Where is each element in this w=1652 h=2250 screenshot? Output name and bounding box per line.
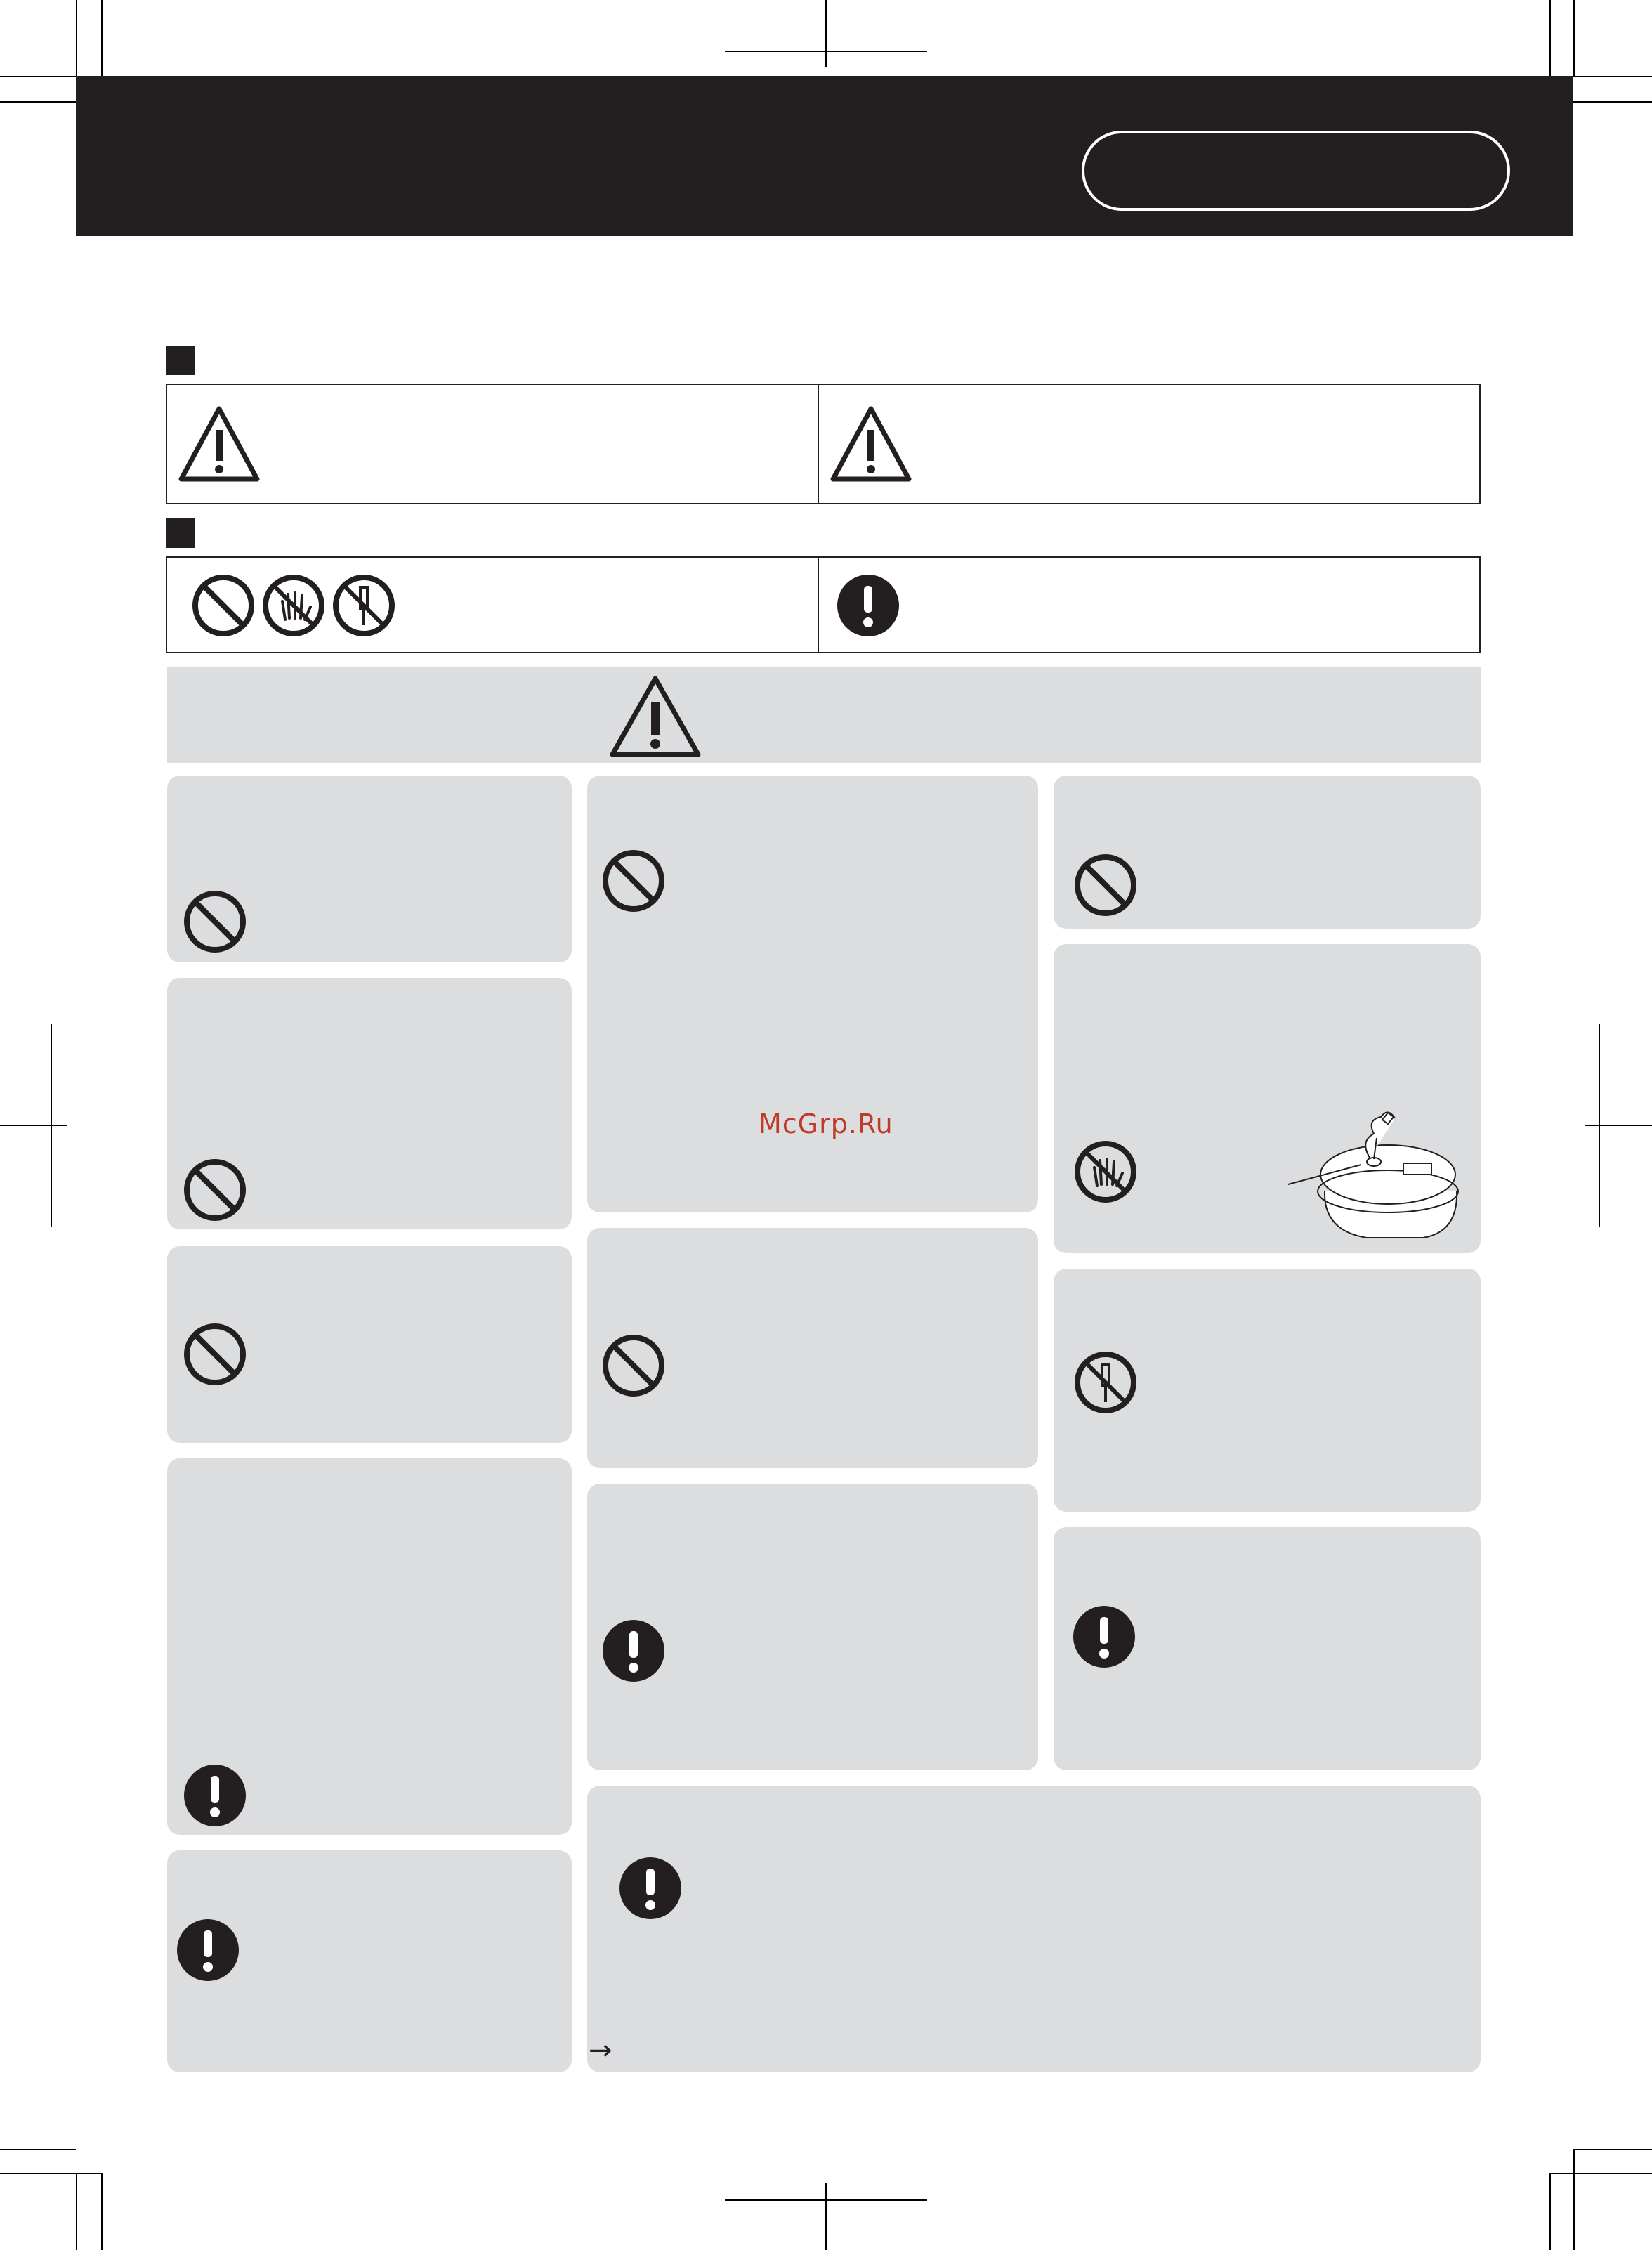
mandatory-icon bbox=[618, 1856, 683, 1921]
warning-legend-table bbox=[166, 384, 1481, 504]
do-not-touch-icon bbox=[1073, 1139, 1138, 1204]
warning-card bbox=[167, 1458, 572, 1835]
warning-card bbox=[167, 776, 572, 962]
mandatory-icon bbox=[183, 1763, 247, 1828]
header-tab-pill bbox=[1082, 131, 1510, 211]
mandatory-icon bbox=[176, 1918, 240, 1982]
warning-triangle-icon bbox=[829, 405, 913, 483]
do-not-disassemble-icon bbox=[1073, 1350, 1138, 1415]
prohibited-icon bbox=[1073, 853, 1138, 917]
mandatory-icon bbox=[601, 1618, 666, 1683]
do-not-disassemble-icon bbox=[332, 573, 396, 638]
warning-card bbox=[167, 1246, 572, 1443]
prohibited-icon bbox=[601, 849, 666, 913]
rice-cooker-steam-illustration-icon bbox=[1283, 1092, 1472, 1242]
warning-card-wide bbox=[587, 1786, 1481, 2072]
warning-banner bbox=[167, 667, 1481, 763]
warning-card bbox=[1054, 1527, 1481, 1770]
warning-card bbox=[1054, 776, 1481, 929]
warning-card bbox=[587, 776, 1038, 1212]
mandatory-icon bbox=[1072, 1604, 1136, 1669]
section-marker-1 bbox=[166, 346, 195, 375]
warning-card bbox=[587, 1228, 1038, 1468]
warning-card bbox=[1054, 944, 1481, 1253]
warning-card bbox=[167, 1850, 572, 2072]
warning-card bbox=[587, 1484, 1038, 1770]
warning-triangle-icon bbox=[177, 405, 261, 483]
warning-card bbox=[167, 978, 572, 1229]
prohibited-icon bbox=[601, 1333, 666, 1398]
prohibited-icon bbox=[183, 1158, 247, 1222]
watermark: McGrp.Ru bbox=[759, 1108, 893, 1139]
continue-arrow-icon: → bbox=[589, 2034, 612, 2067]
warning-triangle-icon bbox=[608, 674, 702, 759]
section-marker-2 bbox=[166, 518, 195, 548]
mandatory-icon bbox=[836, 573, 900, 638]
symbol-legend-table bbox=[166, 556, 1481, 653]
warning-card bbox=[1054, 1269, 1481, 1512]
prohibited-icon bbox=[183, 889, 247, 954]
prohibited-icon bbox=[191, 573, 256, 638]
do-not-touch-icon bbox=[261, 573, 326, 638]
prohibited-icon bbox=[183, 1322, 247, 1387]
